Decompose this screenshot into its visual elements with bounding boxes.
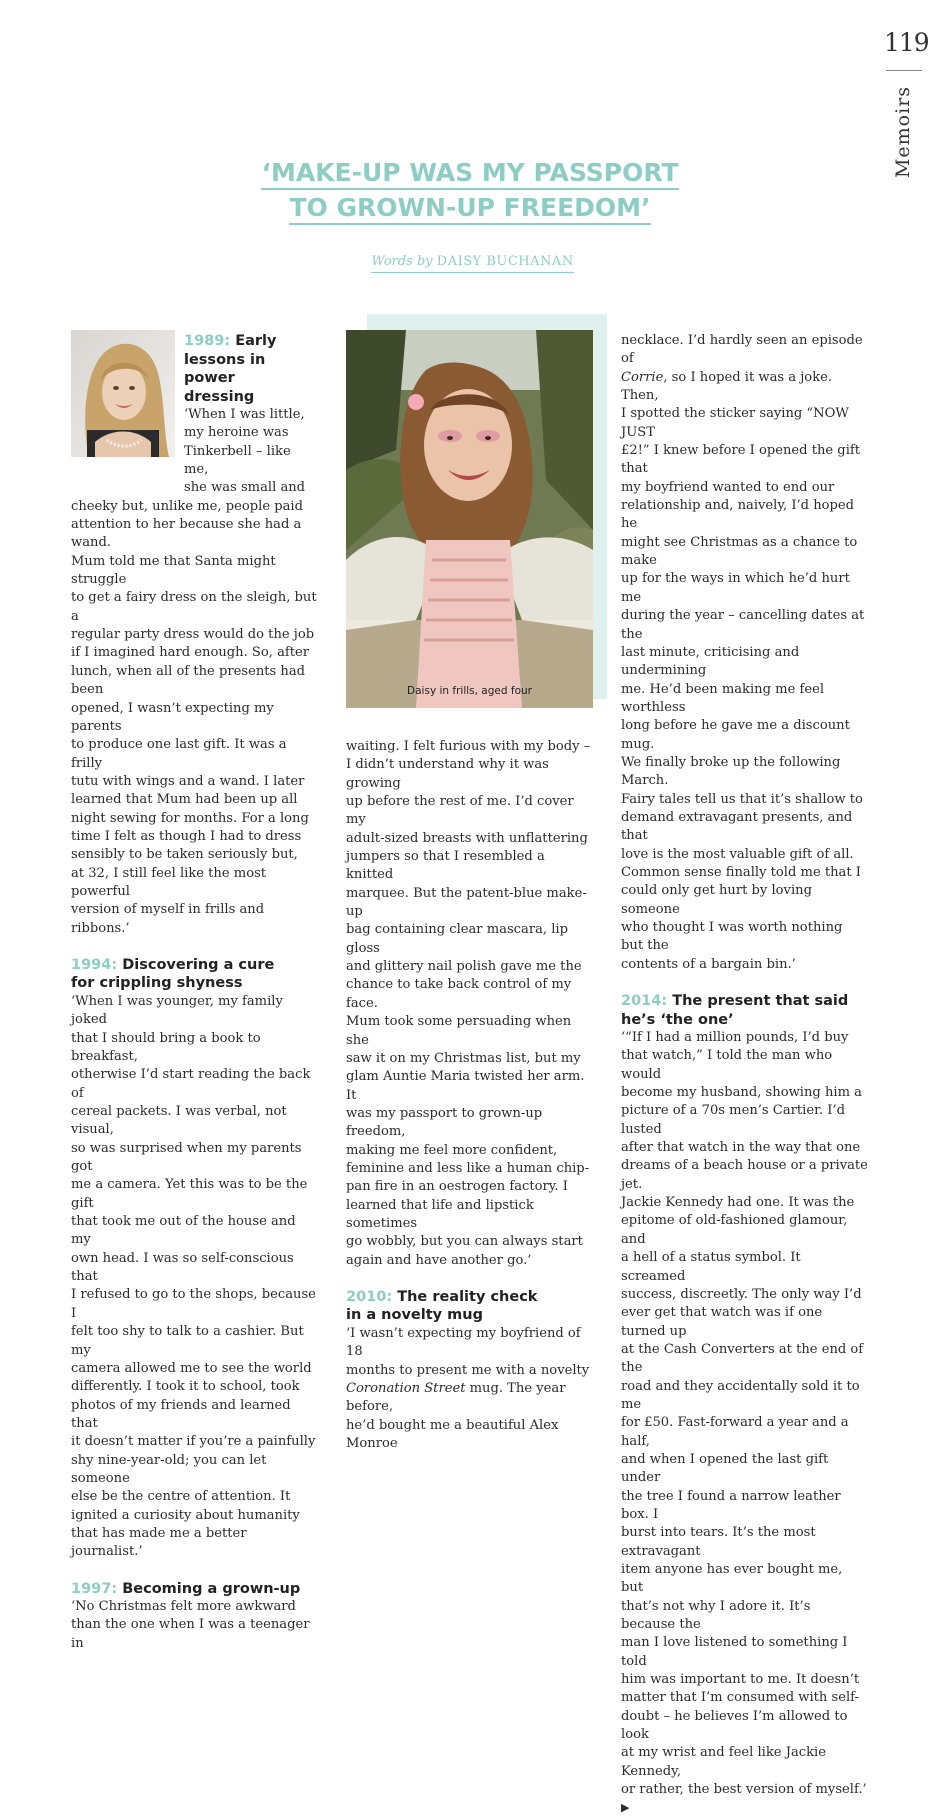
section-1994 — [71, 956, 318, 1562]
heading-1997 — [71, 1580, 318, 1599]
final-line: or rather, the best version of myself.’ — [621, 1782, 867, 1798]
text-line: tutu with wings and a wand. I later — [71, 773, 305, 789]
column-2 — [346, 738, 593, 1453]
text-line: I refused to go to the shops, because I — [71, 1287, 316, 1321]
heading-1997-text-1: Becoming a grown-up — [122, 1580, 301, 1597]
text-line: chance to take back control of my face. — [346, 977, 572, 1011]
text-line: up for the ways in which he’d hurt me — [621, 571, 850, 605]
text-line: and when I opened the last gift under — [621, 1451, 829, 1486]
text-line: again and have another go.’ — [346, 1252, 532, 1268]
headline-line-2: TO GROWN-UP FREEDOM’ — [289, 193, 650, 225]
text-line: dreams of a beach house or a private jet. — [621, 1158, 868, 1192]
article-photo — [346, 330, 593, 708]
text-line: that I should bring a book to breakfast, — [71, 1030, 261, 1064]
heading-1989-text-3: dressing — [184, 388, 255, 405]
heading-2010 — [346, 1288, 593, 1325]
text-line: him was important to me. It doesn’t — [621, 1672, 860, 1688]
byline-prefix: Words by — [371, 254, 433, 269]
text-line: so was surprised when my parents got — [71, 1140, 302, 1175]
text-line: shy nine-year-old; you can let someone — [71, 1452, 267, 1486]
show-title-italic: Coronation Street — [346, 1381, 466, 1396]
text-line: learned that life and lipstick sometimes — [346, 1197, 534, 1231]
text-line: during the year – cancelling dates at the — [621, 608, 865, 642]
byline — [300, 254, 645, 269]
text-line: version of myself in frills and ribbons.’ — [71, 902, 265, 936]
heading-2014-text-2: he’s ‘the one’ — [621, 1011, 734, 1028]
text-line: picture of a 70s men’s Cartier. I’d lusted — [621, 1103, 845, 1137]
text-line: pan fire in an oestrogen factory. I — [346, 1179, 568, 1195]
text-line: time I felt as though I had to dress — [71, 828, 302, 844]
text-line: that watch,” I told the man who would — [621, 1048, 833, 1082]
byline-author: DAISY BUCHANAN — [436, 254, 574, 269]
text-line: to get a fairy dress on the sleigh, but a — [71, 590, 317, 624]
text-line — [621, 1781, 868, 1818]
text-line: Mum told me that Santa might struggle — [71, 553, 276, 588]
text-line: long before he gave me a discount mug. — [621, 718, 850, 752]
text-line: Tinkerbell – like me, — [184, 443, 291, 478]
text-line: my heroine was — [184, 425, 289, 441]
text-line: at my wrist and feel like Jackie Kennedy, — [621, 1745, 826, 1779]
text-line: felt too shy to talk to a cashier. But my — [71, 1324, 304, 1358]
text-line: ‘I wasn’t expecting my boyfriend of 18 — [346, 1325, 581, 1360]
text-line: regular party dress would do the job — [71, 627, 315, 643]
heading-1994-text-2: for crippling shyness — [71, 975, 243, 992]
text-line: my boyfriend wanted to end our — [621, 479, 835, 495]
text-line: Mum took some persuading when she — [346, 1014, 572, 1048]
text-line: last minute, criticising and undermining — [621, 644, 800, 679]
text-line: love is the most valuable gift of all. — [621, 846, 854, 862]
text-line: that’s not why I adore it. It’s because the — [621, 1598, 811, 1633]
section-1997 — [71, 1580, 318, 1654]
text-line: was my passport to grown-up freedom, — [346, 1105, 543, 1140]
text-line: go wobbly, but you can always start — [346, 1234, 583, 1250]
text-line: could only get hurt by loving someone — [621, 883, 812, 917]
heading-1989-text-2: lessons in power — [184, 351, 266, 386]
text-line: else be the centre of attention. It — [71, 1489, 291, 1505]
heading-1994 — [71, 956, 318, 993]
text-line: adult-sized breasts with unflattering — [346, 830, 588, 846]
paragraph-2014 — [621, 1029, 868, 1818]
text-line: ‘When I was little, — [184, 407, 305, 422]
page-number: 119 — [884, 28, 929, 57]
text-line: epitome of old-fashioned glamour, and — [621, 1213, 848, 1247]
section-label-text: Memoirs — [892, 85, 914, 179]
text-line: cheeky but, unlike me, people paid — [71, 498, 303, 514]
end-of-article-icon: ▶ — [621, 1801, 630, 1815]
text-line: cereal packets. I was verbal, not visual, — [71, 1104, 287, 1138]
text-line-rest: , so I hoped it was a joke. Then, — [621, 369, 833, 404]
text-line: that took me out of the house and my — [71, 1214, 296, 1248]
text-line: making me feel more confident, — [346, 1142, 558, 1158]
paragraph-1994 — [71, 993, 318, 1562]
text-line: I spotted the sticker saying “NOW JUST — [621, 406, 849, 440]
year-1989: 1989: — [184, 333, 231, 349]
text-line: at the Cash Converters at the end of the — [621, 1341, 864, 1376]
text-line: opened, I wasn’t expecting my parents — [71, 700, 274, 734]
text-line: We finally broke up the following March. — [621, 754, 841, 789]
year-1997: 1997: — [71, 1580, 118, 1597]
heading-2014-text-1: The present that said — [672, 993, 849, 1010]
paragraph-1989 — [71, 498, 318, 938]
page-number-rule — [886, 70, 922, 71]
text-line: at 32, I still feel like the most powerful — [71, 865, 267, 899]
text-line: marquee. But the patent-blue make-up — [346, 885, 587, 920]
text-line: might see Christmas as a chance to make — [621, 534, 858, 569]
text-line: own head. I was so self-conscious that — [71, 1250, 294, 1285]
year-1994: 1994: — [71, 956, 118, 973]
heading-1989-text-1: Early — [235, 333, 277, 349]
text-line: Common sense finally told me that I — [621, 864, 861, 880]
text-line: the tree I found a narrow leather box. I — [621, 1488, 841, 1522]
text-line: up before the rest of me. I’d cover my — [346, 794, 574, 828]
text-line: if I imagined hard enough. So, after — [71, 645, 310, 661]
text-line — [346, 1380, 593, 1417]
text-line: who thought I was worth nothing but the — [621, 920, 843, 954]
text-line: glam Auntie Maria twisted her arm. It — [346, 1069, 585, 1103]
photo-caption: Daisy in frills, aged four — [407, 685, 532, 697]
section-label — [873, 85, 933, 185]
text-line: otherwise I’d start reading the back of — [71, 1067, 311, 1101]
text-line: photos of my friends and learned that — [71, 1397, 291, 1431]
text-line: become my husband, showing him a — [621, 1085, 862, 1101]
text-line: bag containing clear mascara, lip gloss — [346, 922, 568, 956]
heading-1994-text-1: Discovering a cure — [122, 956, 275, 973]
text-line: and glittery nail polish gave me the — [346, 959, 582, 975]
heading-2010-text-2: in a novelty mug — [346, 1307, 483, 1324]
text-line: necklace. I’d hardly seen an episode of — [621, 333, 863, 367]
text-line: ‘No Christmas felt more awkward — [71, 1599, 296, 1615]
text-line: she was small and — [184, 480, 306, 496]
column-3 — [621, 332, 868, 1818]
section-1989 — [71, 332, 318, 938]
text-line: contents of a bargain bin.’ — [621, 956, 796, 972]
text-line — [621, 369, 868, 406]
text-line: night sewing for months. For a long — [71, 810, 309, 826]
text-line: after that watch in the way that one — [621, 1140, 861, 1156]
text-line: jumpers so that I resembled a knitted — [346, 849, 545, 883]
show-name-italic: Corrie — [621, 369, 664, 385]
text-line: man I love listened to something I told — [621, 1635, 848, 1669]
text-line: ignited a curiosity about humanity — [71, 1507, 300, 1523]
paragraph-2010-continued — [621, 332, 868, 974]
text-line: doubt – he believes I’m allowed to look — [621, 1708, 848, 1743]
heading-1989 — [184, 332, 318, 406]
text-line: he’d bought me a beautiful Alex Monroe — [346, 1417, 559, 1452]
text-line: ‘“If I had a million pounds, I’d buy — [621, 1030, 849, 1046]
year-2014: 2014: — [621, 993, 668, 1010]
text-line: I didn’t understand why it was growing — [346, 757, 549, 791]
text-line: for £50. Fast-forward a year and a half, — [621, 1415, 849, 1449]
text-line: lunch, when all of the presents had been — [71, 663, 306, 698]
text-line: matter that I’m consumed with self- — [621, 1690, 859, 1706]
text-line-rest: mug. The year before, — [346, 1381, 566, 1415]
paragraph-1997 — [71, 1598, 318, 1653]
text-line: months to present me with a novelty — [346, 1362, 590, 1378]
text-line: that has made me a better journalist.’ — [71, 1525, 247, 1560]
paragraph-1989-wrapped — [184, 406, 318, 498]
text-line: relationship and, naively, I’d hoped he — [621, 498, 855, 532]
text-line: item anyone has ever bought me, but — [621, 1562, 843, 1596]
text-line: burst into tears. It’s the most extravagant — [621, 1525, 816, 1559]
heading-2010-text-1: The reality check — [397, 1288, 538, 1305]
text-line: sensibly to be taken seriously but, — [71, 847, 298, 863]
text-line: camera allowed me to see the world — [71, 1360, 312, 1376]
text-line: success, discreetly. The only way I’d — [621, 1286, 862, 1302]
text-line: road and they accidentally sold it to me — [621, 1378, 860, 1412]
year-2010: 2010: — [346, 1288, 393, 1305]
text-line: Fairy tales tell us that it’s shallow to — [621, 791, 863, 807]
paragraph-1997-continued — [346, 738, 593, 1270]
text-line: £2!” I knew before I opened the gift that — [621, 443, 860, 477]
text-line: differently. I took it to school, took — [71, 1379, 300, 1395]
section-2014 — [621, 992, 868, 1818]
headline-line-1: ‘MAKE-UP WAS MY PASSPORT — [261, 158, 678, 190]
text-line: me. He’d been making me feel worthless — [621, 681, 825, 715]
article-headline — [150, 155, 790, 225]
text-line: saw it on my Christmas list, but my — [346, 1050, 581, 1066]
text-line: than the one when I was a teenager in — [71, 1617, 310, 1651]
column-1 — [71, 332, 318, 1653]
text-line: it doesn’t matter if you’re a painfully — [71, 1434, 316, 1450]
text-line: waiting. I felt furious with my body – — [346, 739, 591, 754]
text-line: me a camera. Yet this was to be the gift — [71, 1177, 308, 1211]
text-line: learned that Mum had been up all — [71, 792, 298, 808]
text-line: a hell of a status symbol. It screamed — [621, 1250, 801, 1284]
text-line: Jackie Kennedy had one. It was the — [621, 1195, 855, 1211]
text-line: feminine and less like a human chip- — [346, 1160, 590, 1176]
text-line: to produce one last gift. It was a frilly — [71, 737, 287, 771]
heading-2014 — [621, 992, 868, 1029]
text-line: ‘When I was younger, my family joked — [71, 993, 283, 1028]
text-line: demand extravagant presents, and that — [621, 809, 853, 844]
text-line: ever get that watch was if one turned up — [621, 1305, 823, 1339]
text-line: attention to her because she had a wand. — [71, 517, 302, 551]
section-2010 — [346, 1288, 593, 1453]
paragraph-2010 — [346, 1325, 593, 1453]
